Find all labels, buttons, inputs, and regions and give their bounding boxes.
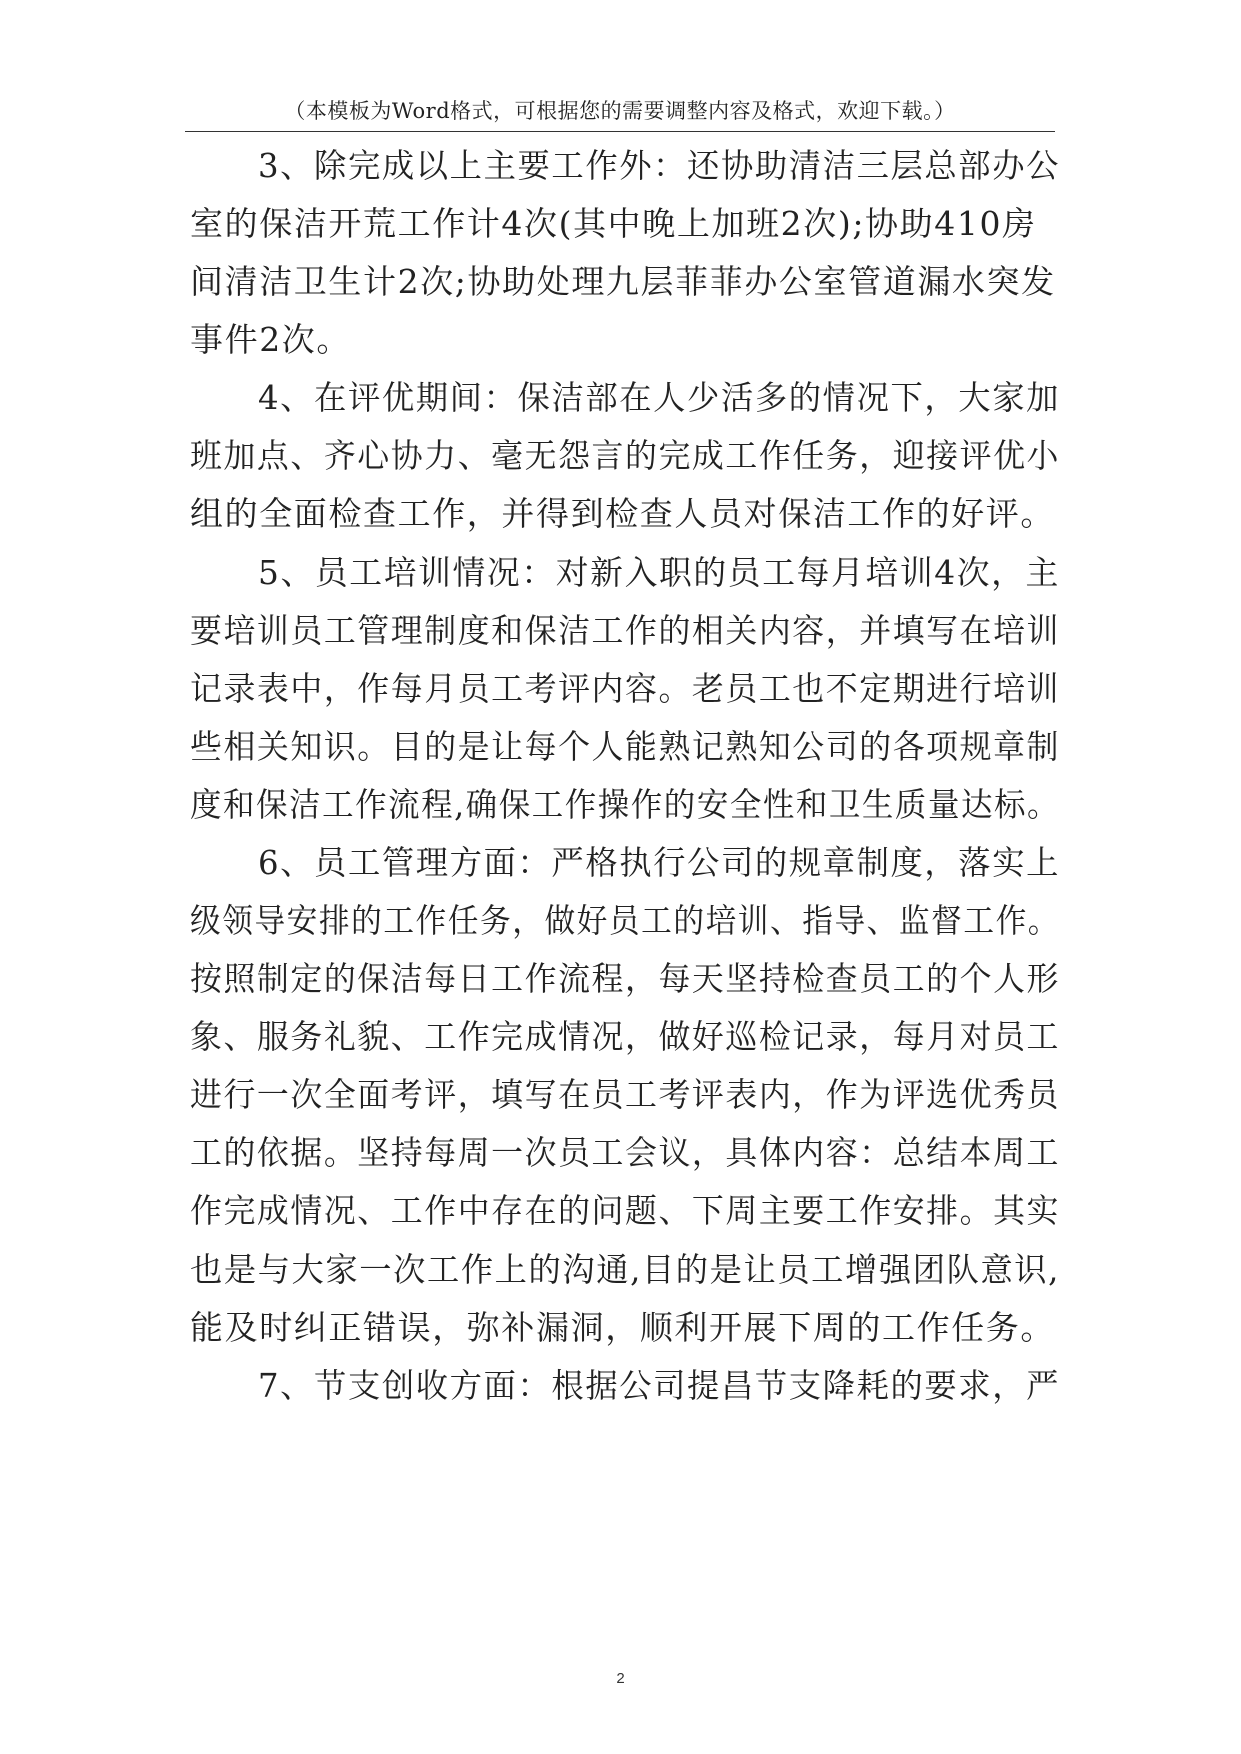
body-line: 也是与大家一次工作上的沟通,目的是让员工增强团队意识, [190,1250,1060,1289]
body-line: 作完成情况、工作中存在的问题、下周主要工作安排。其实 [190,1191,1061,1230]
body-line: 度和保洁工作流程,确保工作操作的安全性和卫生质量达标。 [190,785,1061,824]
body-line: 工的依据。坚持每周一次员工会议，具体内容：总结本周工 [190,1133,1061,1172]
document-header-note: （本模板为Word格式，可根据您的需要调整内容及格式，欢迎下载。） [284,99,956,123]
body-line: 5、员工培训情况：对新入职的员工每月培训4次，主 [258,553,1060,592]
body-line: 能及时纠正错误，弥补漏洞，顺利开展下周的工作任务。 [190,1308,1055,1347]
body-line: 6、员工管理方面：严格执行公司的规章制度，落实上 [258,843,1061,882]
body-line: 象、服务礼貌、工作完成情况，做好巡检记录，每月对员工 [190,1017,1061,1056]
body-line: 班加点、齐心协力、毫无怨言的完成工作任务，迎接评优小 [190,436,1061,475]
body-line: 级领导安排的工作任务，做好员工的培训、指导、监督工作。 [190,901,1061,940]
body-line: 组的全面检查工作，并得到检查人员对保洁工作的好评。 [190,494,1055,533]
body-line: 按照制定的保洁每日工作流程，每天坚持检查员工的个人形 [190,959,1061,998]
body-line: 4、在评优期间：保洁部在人少活多的情况下，大家加 [258,378,1061,417]
body-line: 记录表中，作每月员工考评内容。老员工也不定期进行培训 [190,669,1061,708]
body-line: 3、除完成以上主要工作外：还协助清洁三层总部办公 [258,146,1061,185]
page-number: 2 [616,1670,625,1687]
body-line: 进行一次全面考评，填写在员工考评表内，作为评选优秀员 [190,1075,1061,1114]
body-line: 室的保洁开荒工作计4次(其中晚上加班2次);协助410房 [190,204,1037,243]
body-line: 间清洁卫生计2次;协助处理九层菲菲办公室管道漏水突发 [190,262,1056,301]
body-line: 要培训员工管理制度和保洁工作的相关内容，并填写在培训 [190,611,1061,650]
body-line: 些相关知识。目的是让每个人能熟记熟知公司的各项规章制 [190,727,1061,766]
body-line: 7、节支创收方面：根据公司提昌节支降耗的要求，严 [258,1366,1061,1405]
header-divider [185,131,1055,132]
body-line: 事件2次。 [190,320,351,359]
